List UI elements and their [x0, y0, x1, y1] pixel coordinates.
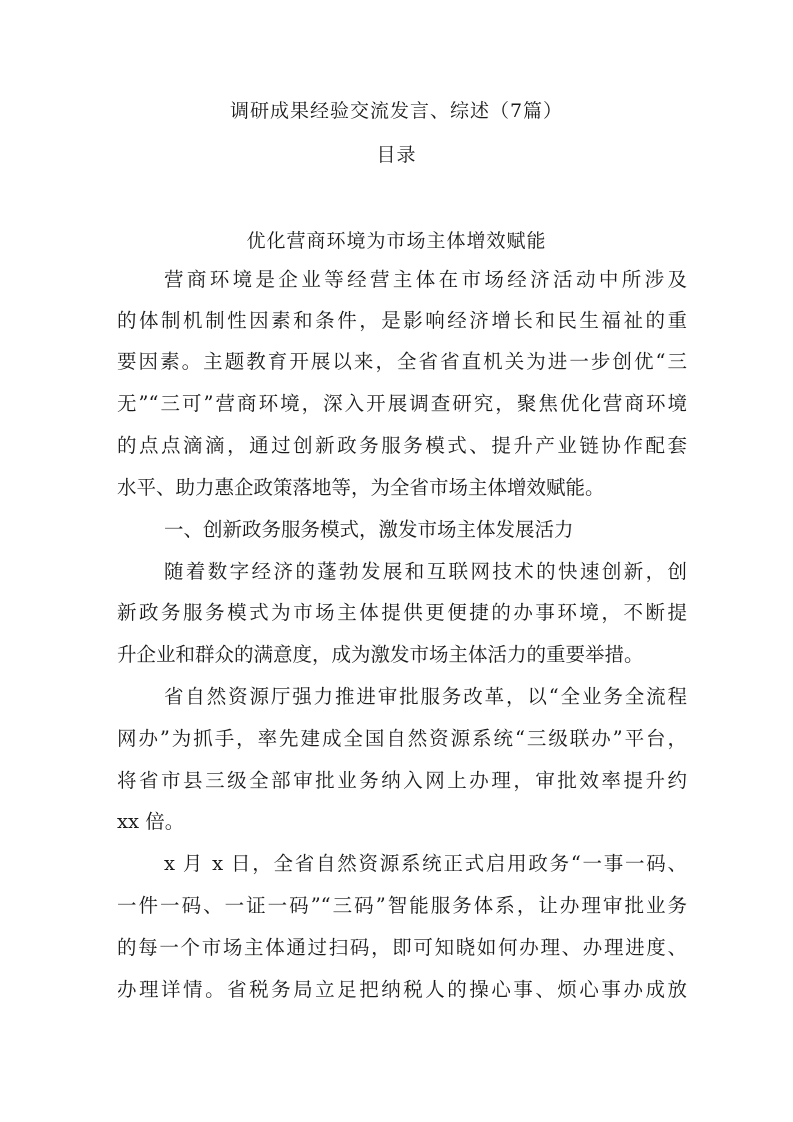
- paragraph-line: 升企业和群众的满意度，成为激发市场主体活力的重要举措。: [117, 643, 644, 666]
- paragraph-line: 的点点滴滴，通过创新政务服务模式、提升产业链协作配套: [117, 434, 687, 457]
- paragraph-line: 一件一码、一证一码”“三码”智能服务体系，让办理审批业务: [117, 894, 687, 917]
- paragraph-line: 随着数字经济的蓬勃发展和互联网技术的快速创新，创: [164, 560, 687, 583]
- paragraph-line: xx 倍。: [117, 810, 185, 833]
- paragraph-line: 的每一个市场主体通过扫码，即可知晓如何办理、办理进度、: [117, 936, 687, 959]
- document-title: 调研成果经验交流发言、综述（7篇）: [229, 100, 564, 122]
- paragraph-line: 办理详情。省税务局立足把纳税人的操心事、烦心事办成放: [117, 978, 687, 1001]
- paragraph-line: 要因素。主题教育开展以来，全省省直机关为进一步创优“三: [117, 350, 687, 373]
- paragraph-line: 新政务服务模式为市场主体提供更便捷的办事环境，不断提: [117, 601, 687, 624]
- paragraph-line: 的体制机制性因素和条件，是影响经济增长和民生福祉的重: [117, 309, 687, 332]
- paragraph-line: 水平、助力惠企政策落地等，为全省市场主体增效赋能。: [117, 476, 605, 499]
- toc-heading: 目录: [376, 144, 417, 166]
- paragraph-line: 网办”为抓手，率先建成全国自然资源系统“三级联办”平台，: [117, 727, 687, 750]
- article-title: 优化营商环境为市场主体增效赋能: [246, 230, 547, 252]
- paragraph-line: 营商环境是企业等经营主体在市场经济活动中所涉及: [164, 268, 687, 291]
- paragraph-line: 省自然资源厅强力推进审批服务改革，以“全业务全流程: [164, 685, 687, 708]
- paragraph-line: 无”“三可”营商环境，深入开展调查研究，聚焦优化营商环境: [117, 392, 687, 415]
- section-heading: 一、创新政务服务模式，激发市场主体发展活力: [164, 518, 574, 541]
- paragraph-line: 将省市县三级全部审批业务纳入网上办理，审批效率提升约: [117, 769, 687, 792]
- paragraph-line: x 月 x 日，全省自然资源系统正式启用政务“一事一码、: [164, 852, 687, 875]
